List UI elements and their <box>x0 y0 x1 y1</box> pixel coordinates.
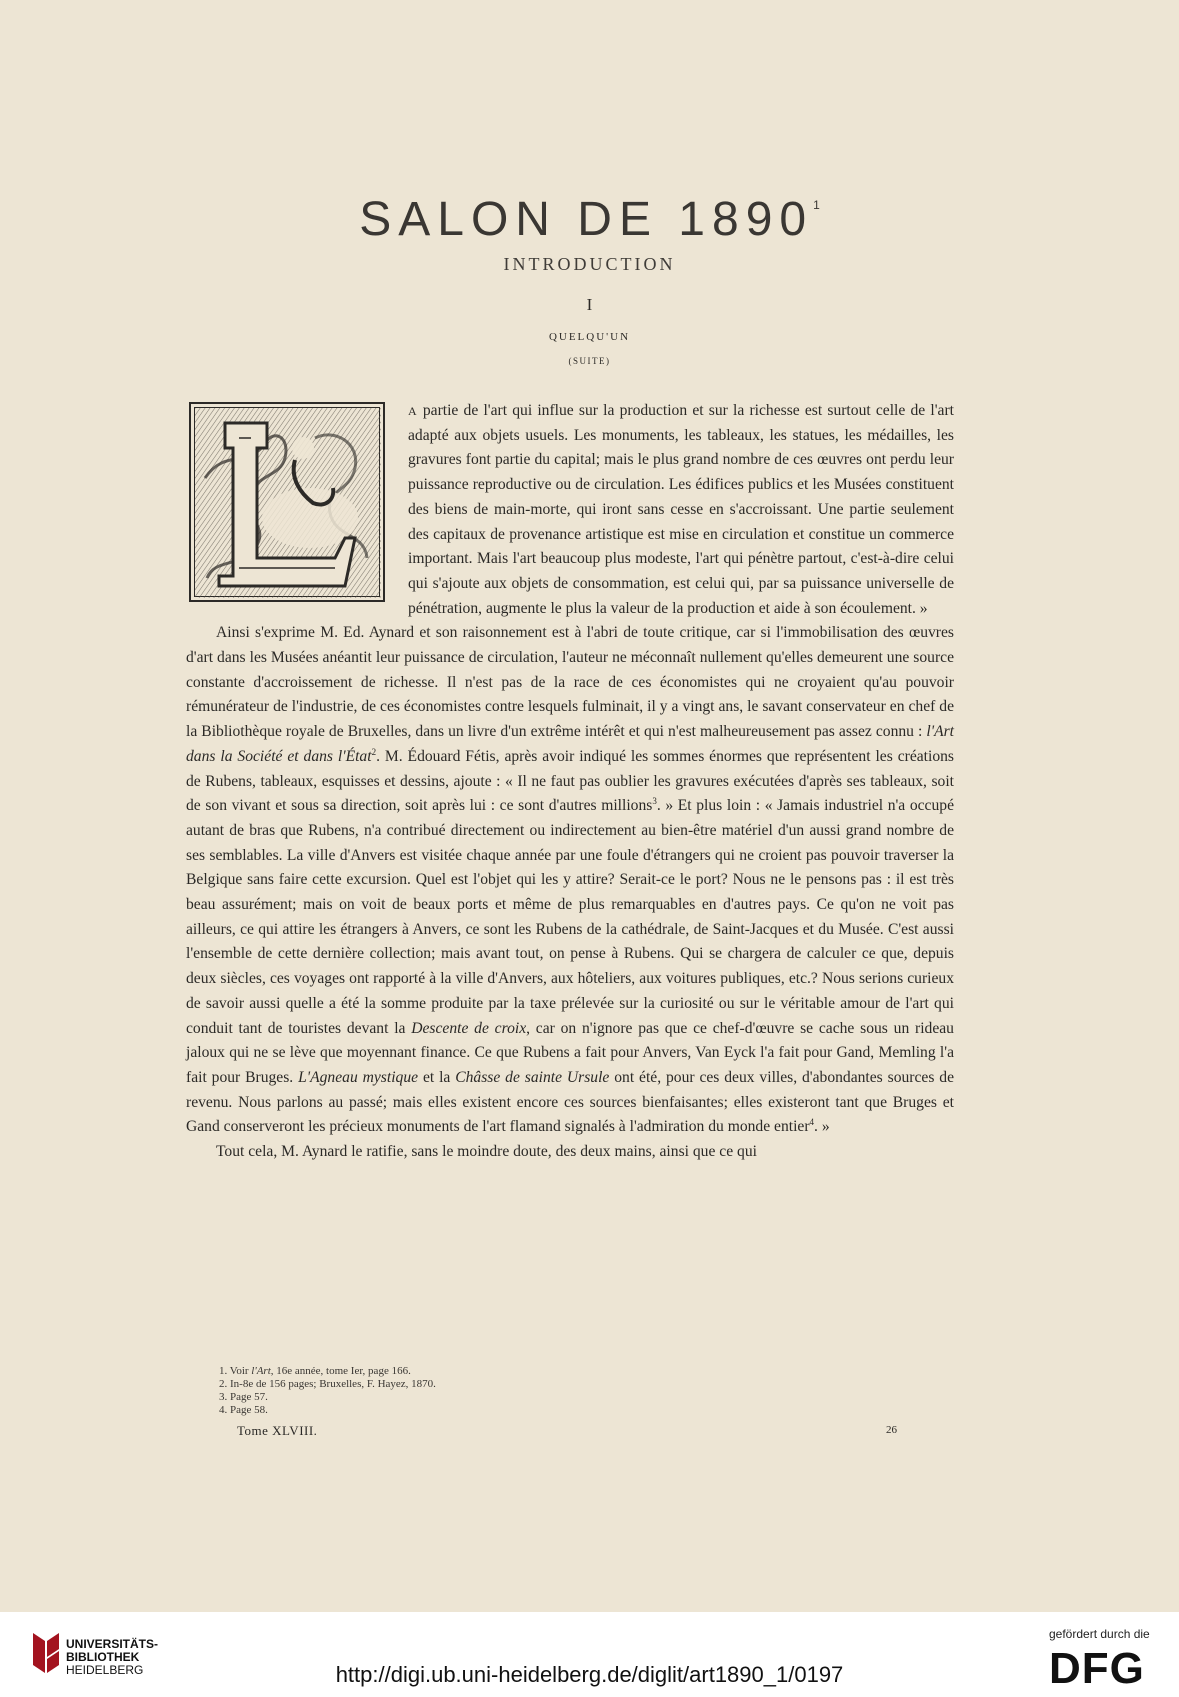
artwork-title-agneau: L'Agneau mystique <box>298 1068 419 1086</box>
library-name-line2: BIBLIOTHEK <box>66 1650 140 1664</box>
section-title: QUELQU'UN <box>548 331 631 343</box>
permalink-url[interactable]: http://digi.ub.uni-heidelberg.de/diglit/art1890_1/0197 <box>335 1662 844 1687</box>
footnote-2: 2. In-8e de 156 pages; Bruxelles, F. Hayez, 1870. <box>219 1378 436 1390</box>
part-number: I <box>586 295 593 314</box>
library-name-line3: HEIDELBERG <box>66 1663 144 1677</box>
funded-by-label: gefördert durch die <box>1049 1627 1150 1641</box>
footnote-4: 4. Page 58. <box>219 1404 268 1416</box>
footnote-ref-4: 4 <box>809 1117 815 1128</box>
viewer-footer <box>0 1612 1179 1697</box>
paragraph-2-text-g: . » <box>814 1118 830 1136</box>
volume-label: Tome XLVIII. <box>237 1423 318 1438</box>
paragraph-3: Tout cela, M. Aynard le ratifie, sans le moindre doute, des deux mains, ainsi que ce qui <box>216 1143 757 1161</box>
paragraph-1 <box>186 399 954 621</box>
paragraph-2 <box>186 621 954 1140</box>
title-footnote-mark: 1 <box>813 198 820 212</box>
artwork-title-descente: Descente de croix <box>411 1019 527 1037</box>
footnotes <box>219 1365 436 1417</box>
paragraph-2-text-e: et la <box>418 1068 456 1086</box>
page-title: SALON DE 1890$^1$ <box>359 193 820 246</box>
footnote-ref-2: 2 <box>371 746 377 757</box>
dfg-logo[interactable]: DFG <box>1049 1644 1145 1693</box>
footnote-1-text: 1. Voir <box>219 1365 252 1377</box>
library-name-line1: UNIVERSITÄTS- <box>66 1637 159 1651</box>
artwork-title-chasse: Châsse de sainte Ursule <box>455 1068 610 1086</box>
footnote-1-italic: l'Art <box>251 1365 271 1377</box>
footnote-1-rest: , 16e année, tome Ier, page 166. <box>270 1365 411 1377</box>
paragraph-2-text-a: Ainsi s'exprime M. Ed. Aynard et son raisonnement est à l'abri de toute critique, car si l'immobilisation des œuvres d'art dans les Musées anéantit leur puissance de circulation, l'auteur ne méconnaît nullement qu'elles demeurent une source constante d'accroissement de richesse. Il n'est pas de la race de ces économistes qui ne croyaient qu'au pouvoir rémunérateur de l'industrie, de ces économistes contre lesquels fulminait, il y a vingt ans, le savant conservateur en chef de la Bibliothèque royale de Bruxelles, dans un livre d'un extrême intérêt et qui n'est malheureusement pas assez connu : <box>186 624 954 741</box>
paragraph-2-text-f: ont été, pour ces deux villes, d'abondantes sources de revenu. Nous parlons au passé; mais elles existent encore ces sources bienfaisantes; elles existeront tant que Bruges et Gand conserveront les précieux monuments de l'art flamand signalés à l'admiration du monde entier <box>186 1068 955 1136</box>
article-body <box>186 399 954 1165</box>
section-continued: (SUITE) <box>568 356 611 366</box>
paragraph-2-text-b: . M. Édouard Fétis, après avoir indiqué les sommes énormes que représentent les créations de Rubens, tableaux, esquisses et dessins, ajoute : « Il ne faut pas oublier les gravures exécutées d'après ses tableaux, soit de son vivant et sous sa direction, soit après lui : ce sont d'autres millions <box>186 747 954 815</box>
page-number: 26 <box>886 1424 897 1436</box>
dropcap-space <box>186 399 408 621</box>
paragraph-2-text-d: , car on n'ignore pas que ce chef-d'œuvre se cache sous un rideau jaloux qui ne se lève que moyennant finance. Ce que Rubens a fait pour Anvers, Van Eyck l'a fait pour Gand, Memling l'a fait pour Bruges. <box>186 1019 954 1086</box>
paragraph-2-text-c: . » Et plus loin : « Jamais industriel n'a occupé autant de bras que Rubens, n'a contribué directement ou indirectement au bien-être matériel d'un aussi grand nombre de ses semblables. La ville d'Anvers est visitée chaque année par une foule d'étrangers qui ne croient pas pouvoir traverser la Belgique sans faire cette excursion. Quel est l'objet qui les y attire? Serait-ce le port? Nous ne le pensons pas : il est très beau assurément; mais on voit de beaux ports et même de plus remarquables en d'autres pays. Ce qu'on ne voit pas ailleurs, ce qui attire les étrangers à Anvers, ce sont les Rubens de la cathédrale, de Saint-Jacques et du Musée. C'est aussi l'ensemble de cette dernière collection; mais avant tout, on pense à Rubens. Qui se chargera de calculer ce que, depuis deux siècles, ces voyages ont rapporté à la ville d'Anvers, aux hôteliers, aux voitures publiques, etc.? Nous serions curieux de savoir aussi quelle a été la somme produite par la taxe prélevée sur la curiosité ou sur le véritable amour de l'art qui conduit tant de touristes devant la <box>186 797 954 1037</box>
footnote-3: 3. Page 57. <box>219 1391 268 1403</box>
footnote-1 <box>219 1365 436 1378</box>
footnote-ref-3: 3 <box>652 796 657 807</box>
dropcap-word: A <box>408 404 418 418</box>
paragraph-1-text: partie de l'art qui influe sur la production et sur la richesse est surtout celle de l'art adapté aux objets usuels. Les monuments, les tableaux, les statues, les médailles, les gravures font partie du capital; mais le plus grand nombre de ces œuvres ont perdu leur puissance reproductive ou de circulation. Les édifices publics et les Musées constituent des biens de main-morte, qui iront sans cesse en s'accroissant. Une partie seulement des capitaux de provenance artistique est mise en circulation et constitue un commerce important. Mais l'art beaucoup plus modeste, l'art qui pénètre partout, c'est-à-dire celui qui s'ajoute aux objets de consommation, est celui qui, par sa puissance universelle de pénétration, augmente le plus la valeur de la production et aide à son écoulement. » <box>408 402 954 617</box>
page-subtitle: INTRODUCTION <box>503 254 676 274</box>
book-title: l'Art dans la Société et dans l'État <box>186 723 954 765</box>
